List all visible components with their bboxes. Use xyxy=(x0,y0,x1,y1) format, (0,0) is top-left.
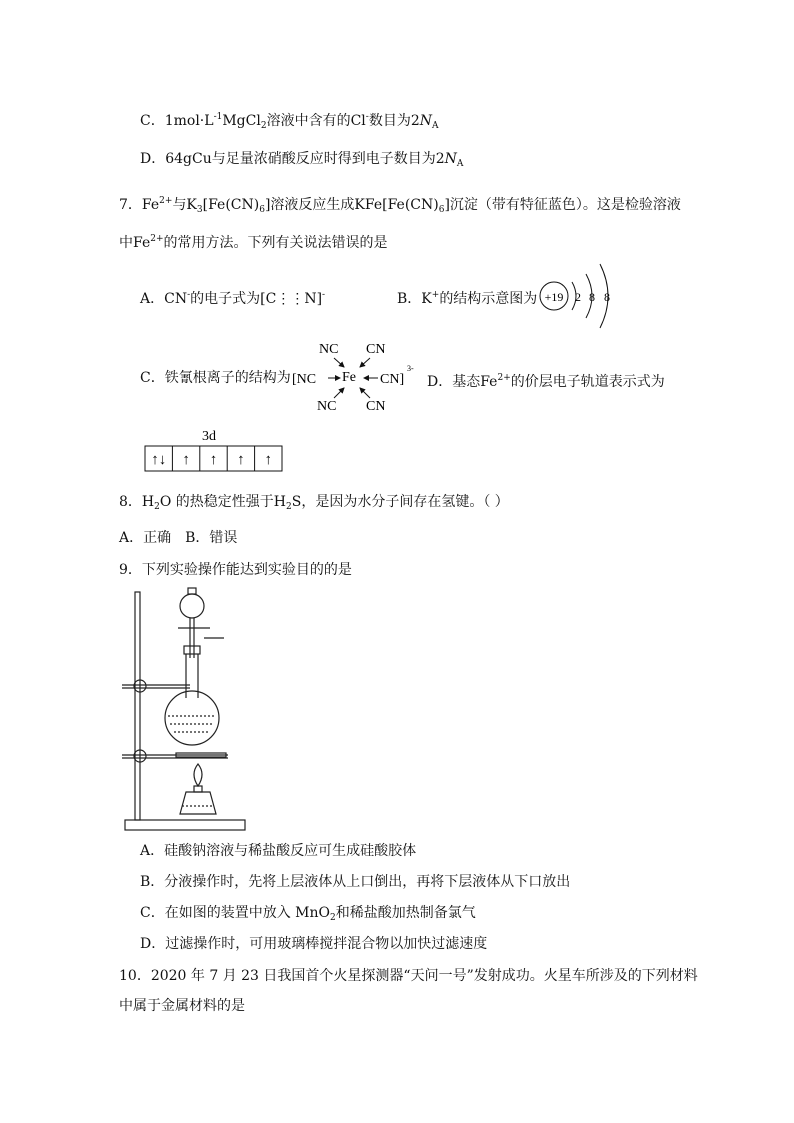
superscript: 2+ xyxy=(159,196,173,206)
text: CN xyxy=(164,291,188,307)
superscript: - xyxy=(365,112,369,122)
orbital-electrons: ↑↓ xyxy=(151,452,167,468)
question-number: 8． xyxy=(119,494,142,510)
text: H xyxy=(141,494,155,510)
q8-options: A．正确 B．错误 xyxy=(119,530,238,546)
orbital-diagram xyxy=(145,426,285,472)
superscript: - xyxy=(187,290,191,300)
text: 中Fe xyxy=(119,235,151,251)
q7-option-b xyxy=(397,285,537,309)
shell-electrons: 8 xyxy=(604,290,610,304)
text: S，是因为水分子间存在氢键。（ ） xyxy=(291,494,509,510)
stand-base xyxy=(125,820,245,830)
superscript: - xyxy=(322,290,326,300)
flame xyxy=(194,764,202,786)
subscript: 2 xyxy=(286,502,292,512)
q10-stem-line1: 10．2020 年 7 月 23 日我国首个火星探测器“天问一号”发射成功。火星车所涉及的下列材料 xyxy=(119,968,698,984)
orbital-electrons: ↑ xyxy=(209,452,218,468)
text: 的结构示意图为 xyxy=(439,291,538,307)
subscript: 3 xyxy=(196,205,203,215)
text: 与K xyxy=(172,197,197,213)
text: 64gCu与足量浓硝酸反应时得到电子数目为2 xyxy=(165,151,445,167)
subscript: 2 xyxy=(330,913,336,923)
bond-arrow xyxy=(360,358,370,367)
bond-arrow xyxy=(360,388,370,398)
q7-stem-line2 xyxy=(119,229,388,253)
subscript: A xyxy=(456,159,464,169)
superscript: 2+ xyxy=(150,234,164,244)
orbital-electrons: ↑ xyxy=(264,452,273,468)
ligand-nc: NC xyxy=(317,399,337,414)
q9-option-b: B．分液操作时，先将上层液体从上口倒出，再将下层液体从下口放出 xyxy=(140,874,571,890)
shell-electrons: 2 xyxy=(575,290,581,304)
ligand-nc: NC xyxy=(319,342,339,357)
shell-electrons: 8 xyxy=(589,290,595,304)
q7-stem-line1 xyxy=(119,191,681,220)
orbital-label: 3d xyxy=(202,429,216,444)
text: 数目为2 xyxy=(368,113,420,129)
text: N xyxy=(444,151,457,167)
orbital-electrons: ↑ xyxy=(237,452,245,468)
text: N xyxy=(419,113,432,129)
option-letter: D． xyxy=(140,151,166,167)
flask-stopper xyxy=(184,646,200,654)
q9-option-c xyxy=(140,903,476,928)
ligand-cn: CN xyxy=(366,342,386,357)
q7-option-c xyxy=(140,368,291,388)
subscript: 2 xyxy=(154,502,160,512)
option-letter: B． xyxy=(397,291,422,307)
subscript: A xyxy=(432,121,439,131)
superscript: + xyxy=(431,290,440,300)
ligand-cn: CN xyxy=(366,399,386,414)
nucleus-charge: +19 xyxy=(544,290,564,304)
text: 的价层电子轨道表示式为 xyxy=(510,374,665,390)
separatory-funnel-bulb xyxy=(180,594,204,618)
ion-charge: 3- xyxy=(407,364,414,373)
option-letter: C． xyxy=(140,113,165,129)
superscript: -1 xyxy=(213,112,223,122)
subscript: 6 xyxy=(438,205,445,215)
text: K xyxy=(421,291,432,307)
funnel-stopper xyxy=(188,588,196,594)
electron-formula: [C⋮⋮N] xyxy=(260,291,323,307)
text: C．在如图的装置中放入 MnO xyxy=(140,905,330,921)
alcohol-lamp xyxy=(180,792,216,814)
stand-pole xyxy=(135,592,140,820)
option-letter: A． xyxy=(140,291,165,307)
central-atom: Fe xyxy=(342,370,356,385)
ligand-cn: CN] xyxy=(380,372,405,387)
atomic-structure-diagram xyxy=(536,258,616,334)
q7-option-a xyxy=(140,285,325,309)
subscript: 6 xyxy=(259,205,265,215)
text: 铁氰根离子的结构为 xyxy=(164,370,291,386)
option-letter: C． xyxy=(140,370,165,386)
text: 的电子式为 xyxy=(190,291,261,307)
round-bottom-flask xyxy=(165,691,219,745)
q8-stem xyxy=(119,492,509,517)
text: 溶液中含有的Cl xyxy=(266,113,366,129)
text: MgCl xyxy=(222,113,261,129)
q10-stem-line2: 中属于金属材料的是 xyxy=(119,998,245,1014)
ferricyanide-structure xyxy=(292,338,422,418)
q6-option-c xyxy=(140,107,439,136)
chlorine-apparatus-figure xyxy=(120,588,250,834)
text: 和稀盐酸加热制备氯气 xyxy=(335,905,476,921)
bond-arrow xyxy=(334,358,344,367)
text: O 的热稳定性强于H xyxy=(159,494,287,510)
q9-option-d: D．过滤操作时，可用玻璃棒搅拌混合物以加快过滤速度 xyxy=(140,936,488,952)
text: [Fe(CN) xyxy=(202,197,260,213)
superscript: 2+ xyxy=(497,373,511,383)
q9-option-a: A．硅酸钠溶液与稀盐酸反应可生成硅酸胶体 xyxy=(140,843,417,859)
text: ]溶液反应生成KFe[Fe(CN) xyxy=(264,197,439,213)
question-number: 7． xyxy=(119,197,142,213)
text: ]沉淀（带有特征蓝色）。这是检验溶液 xyxy=(444,197,681,213)
text: Fe xyxy=(141,197,160,213)
subscript: 2 xyxy=(260,121,267,131)
text: 基态Fe xyxy=(452,374,498,390)
text: 1mol·L xyxy=(164,113,214,129)
ligand-nc: [NC xyxy=(292,372,317,387)
q9-stem: 9．下列实验操作能达到实验目的的是 xyxy=(119,562,352,578)
option-letter: D． xyxy=(427,374,453,390)
orbital-electrons: ↑ xyxy=(182,452,190,468)
q6-option-d xyxy=(140,149,463,174)
text: 的常用方法。下列有关说法错误的是 xyxy=(163,235,388,251)
bond-arrow xyxy=(334,388,344,398)
q7-option-d xyxy=(427,368,665,392)
